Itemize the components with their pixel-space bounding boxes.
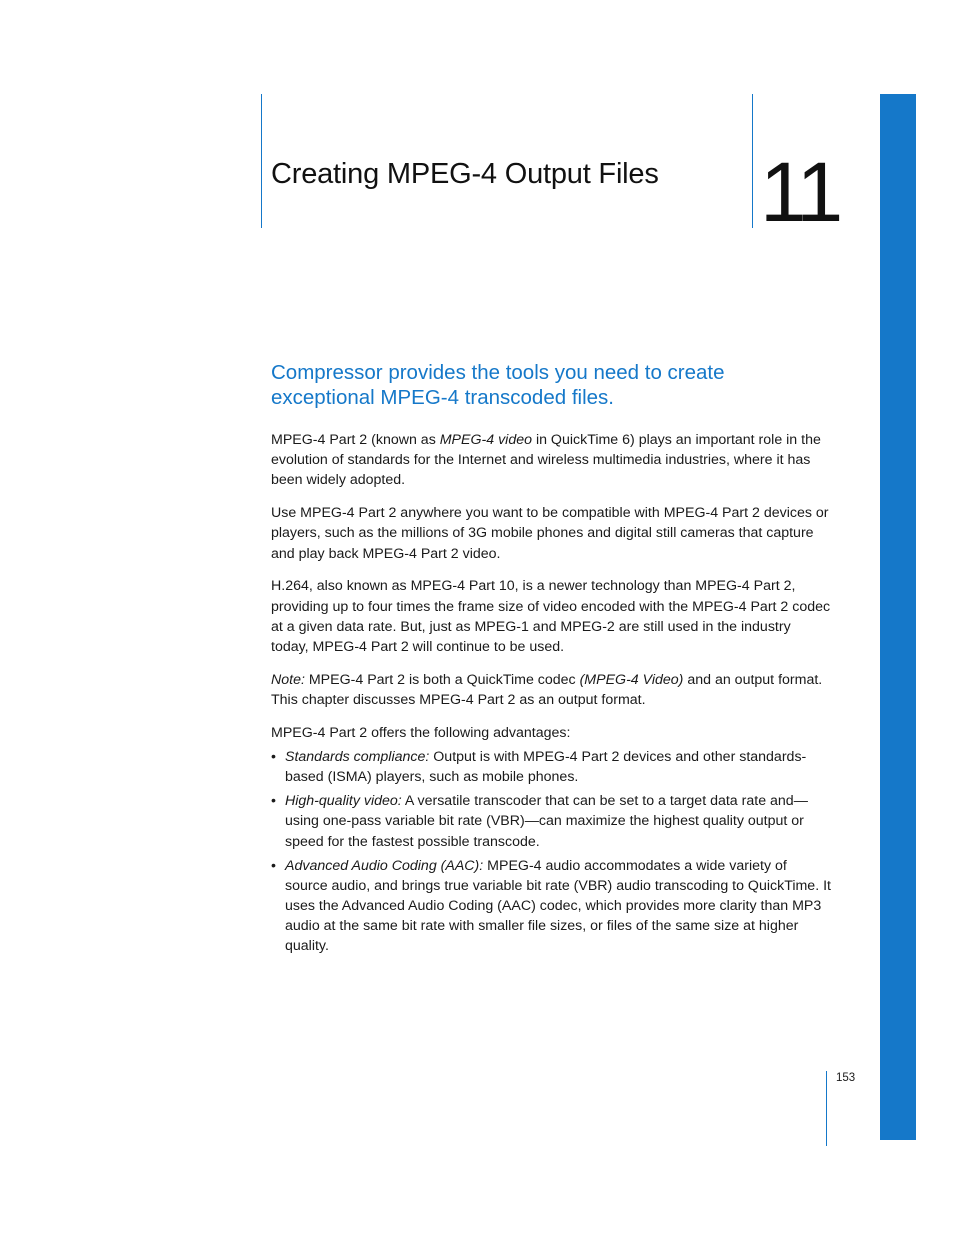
bullet-term: Advanced Audio Coding (AAC): xyxy=(285,857,484,874)
page-number: 153 xyxy=(836,1072,856,1084)
paragraph-compatibility: Use MPEG-4 Part 2 anywhere you want to be compatible with MPEG-4 Part 2 devices or players, such as the millions of 3G mobile phones and digital still cameras that capture and play back MPEG-4 Part 2 video. xyxy=(271,505,829,562)
bullet-term: High-quality video: xyxy=(285,793,402,810)
note-label: Note: xyxy=(271,671,305,688)
list-item: • Standards compliance: Output is with MPEG-4 Part 2 devices and other standards-based (ISMA) players, such as mobile phones. xyxy=(271,749,807,786)
chapter-intro: Compressor provides the tools you need to create exceptional MPEG-4 transcoded files. xyxy=(271,361,725,409)
emphasis-mpeg4-codec: (MPEG-4 Video) xyxy=(579,671,684,688)
bullet-term: Standards compliance: xyxy=(285,749,430,766)
list-item: • Advanced Audio Coding (AAC): MPEG-4 audio accommodates a wide variety of source audio, and brings true variable bit rate (VBR) audio transcoding to QuickTime. It uses the Advanced Audio Coding (AAC) codec, which provides more clarity than MP3 audio at the same bit rate with smaller file sizes, or files of the same size at higher quality. xyxy=(271,857,831,955)
emphasis-mpeg4-video: MPEG-4 video xyxy=(439,432,532,448)
chapter-number: 11 xyxy=(760,145,840,239)
paragraph-mpeg4-part2: MPEG-4 Part 2 (known as MPEG-4 video in QuickTime 6) plays an important role in the evolution of standards for the Internet and wireless multimedia industries, where it has been widely adopted. xyxy=(271,432,821,489)
bullet-icon: • xyxy=(271,749,276,766)
folio-rule xyxy=(826,1071,827,1146)
chapter-title: Creating MPEG-4 Output Files xyxy=(271,158,659,190)
bullet-icon: • xyxy=(271,857,276,874)
chapter-edge-tab xyxy=(880,94,916,1140)
advantages-intro: MPEG-4 Part 2 offers the following advantages: xyxy=(271,724,571,741)
body-text xyxy=(271,430,831,960)
advantages-list xyxy=(271,747,831,957)
note-paragraph: Note: MPEG-4 Part 2 is both a QuickTime codec (MPEG-4 Video) and an output format. This chapter discusses MPEG-4 Part 2 as an output format. xyxy=(271,671,823,709)
title-rule xyxy=(261,94,262,228)
paragraph-h264: H.264, also known as MPEG-4 Part 10, is a newer technology than MPEG-4 Part 2, providing up to four times the frame size of video encoded with the MPEG-4 Part 2 codec at a given data rate. But, just as MPEG-1 and MPEG-2 are still used in the industry today, MPEG-4 Part 2 will continue to be used. xyxy=(271,578,831,656)
bullet-icon: • xyxy=(271,793,276,810)
chapter-number-rule xyxy=(752,94,753,228)
list-item: • High-quality video: A versatile transcoder that can be set to a target data rate and—using one-pass variable bit rate (VBR)—can maximize the highest quality output or speed for the fastest possible transcode. xyxy=(271,793,808,850)
